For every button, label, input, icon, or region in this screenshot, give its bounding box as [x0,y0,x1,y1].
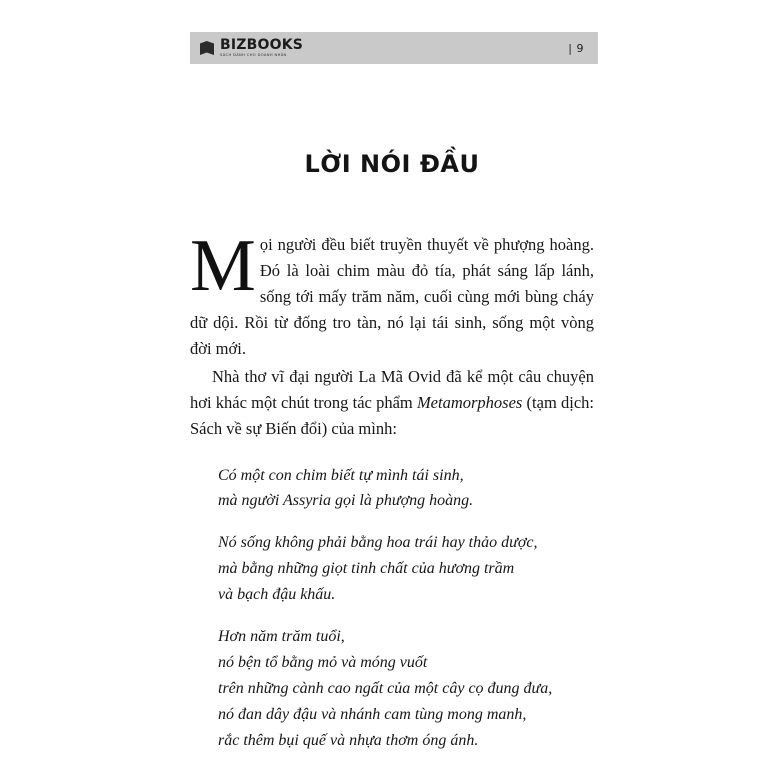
poem-line: trên những cành cao ngất của một cây cọ đung đưa, [218,679,553,697]
paragraph-intro-text: ọi người đều biết truyền thuyết về phượng hoàng. Đó là loài chim màu đỏ tía, phát sáng lấp lánh, sống tới mấy trăm năm, cuối cùng mới bùng cháy dữ dội. Rồi từ đống tro tàn, nó lại tái sinh, sống một vòng đời mới. [190,235,594,359]
publisher-tagline: SÁCH DÀNH CHO DOANH NHÂN [220,53,287,58]
poem-line: rắc thêm bụi quế và nhựa thơm óng ánh. [218,731,479,749]
poem-stanza [218,624,594,754]
page-number: | 9 [568,41,584,55]
poem-line: mà người Assyria gọi là phượng hoàng. [218,492,474,510]
poem-line: nó bện tổ bằng mỏ và móng vuốt [218,653,428,671]
paragraph-ovid [190,364,594,442]
drop-cap: M [190,225,256,307]
poem-line: Nó sống không phải bằng hoa trái hay thảo dược, [218,534,538,552]
page-content [190,150,594,754]
body-text [190,225,594,754]
poem-line: và bạch đậu khấu. [218,586,336,604]
page-header [190,32,598,64]
publisher-name: BIZBOOKS [220,37,304,54]
poem-line: nó đan dây đậu và nhánh cam tùng mong manh, [218,705,527,723]
poem-stanza [218,530,594,608]
page-title: LỜI NÓI ĐẦU [304,150,480,178]
paragraph-ovid-after: (tạm dịch: Sách về sự Biến đổi) của mình: [190,393,594,439]
book-icon [200,39,216,57]
paragraph-ovid-before: Nhà thơ vĩ đại người La Mã Ovid đã kể một câu chuyện hơi khác một chút trong tác phẩm [190,367,594,413]
poem-line: Có một con chim biết tự mình tái sinh, [218,466,464,484]
work-title: Metamorphoses [416,393,523,413]
poem-quote [190,463,594,754]
publisher-logo [200,38,303,58]
poem-stanza [218,463,594,515]
paragraph-intro [190,225,594,362]
poem-line: mà bằng những giọt tinh chất của hương trầm [218,560,515,578]
poem-line: Hơn năm trăm tuổi, [218,628,345,646]
